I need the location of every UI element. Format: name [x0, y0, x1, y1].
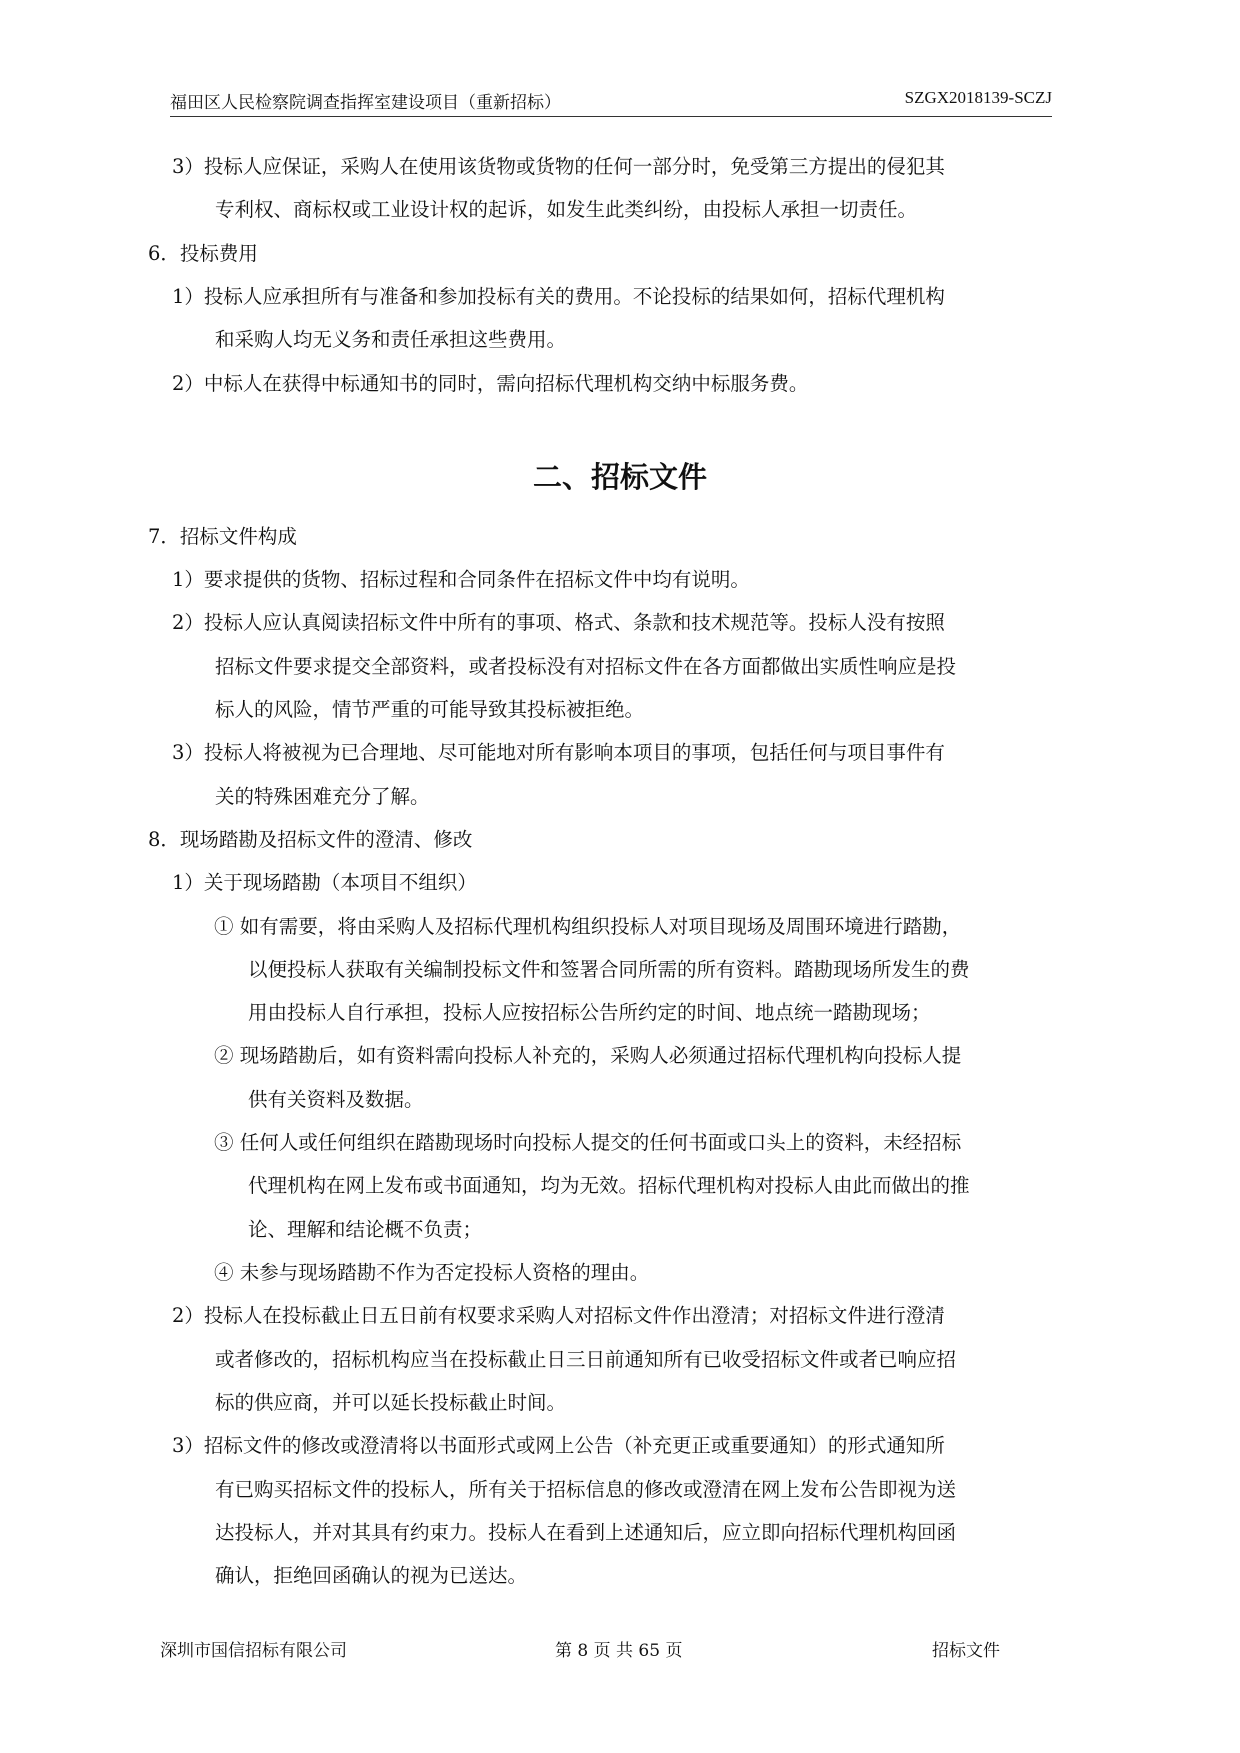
paragraph: 关的特殊困难充分了解。 — [215, 785, 430, 808]
paragraph: 标人的风险，情节严重的可能导致其投标被拒绝。 — [215, 698, 645, 721]
paragraph: 专利权、商标权或工业设计权的起诉，如发生此类纠纷，由投标人承担一切责任。 — [215, 198, 918, 221]
section-heading: 7．招标文件构成 — [148, 525, 297, 548]
project-code: SZGX2018139-SCZJ — [904, 88, 1052, 107]
footer-company: 深圳市国信招标有限公司 — [160, 1641, 347, 1661]
section-heading: 8．现场踏勘及招标文件的澄清、修改 — [148, 828, 473, 851]
list-item: ② 现场踏勘后，如有资料需向投标人补充的，采购人必须通过招标代理机构向投标人提 — [214, 1044, 962, 1067]
paragraph: 达投标人，并对其具有约束力。投标人在看到上述通知后，应立即向招标代理机构回函 — [215, 1521, 957, 1544]
list-item: ③ 任何人或任何组织在踏勘现场时向投标人提交的任何书面或口头上的资料，未经招标 — [214, 1131, 962, 1154]
page-number: 第 8 页 共 65 页 — [555, 1641, 683, 1661]
list-item: ① 如有需要，将由采购人及招标代理机构组织投标人对项目现场及周围环境进行踏勘， — [214, 915, 962, 938]
paragraph: 1）关于现场踏勘（本项目不组织） — [172, 871, 477, 894]
paragraph: 或者修改的，招标机构应当在投标截止日三日前通知所有已收受招标文件或者已响应招 — [215, 1348, 957, 1371]
paragraph: 3）投标人应保证，采购人在使用该货物或货物的任何一部分时，免受第三方提出的侵犯其 — [172, 155, 945, 178]
section-heading: 6．投标费用 — [148, 242, 258, 265]
footer-doc-type: 招标文件 — [932, 1641, 1000, 1661]
paragraph: 有已购买招标文件的投标人，所有关于招标信息的修改或澄清在网上发布公告即视为送 — [215, 1478, 957, 1501]
paragraph: 2）中标人在获得中标通知书的同时，需向招标代理机构交纳中标服务费。 — [172, 372, 809, 395]
paragraph: 1）投标人应承担所有与准备和参加投标有关的费用。不论投标的结果如何，招标代理机构 — [172, 285, 945, 308]
paragraph: 招标文件要求提交全部资料，或者投标没有对招标文件在各方面都做出实质性响应是投 — [215, 655, 957, 678]
list-item: 论、理解和结论概不负责； — [248, 1218, 483, 1241]
paragraph: 确认，拒绝回函确认的视为已送达。 — [215, 1564, 528, 1587]
chapter-title: 二、招标文件 — [532, 460, 707, 494]
paragraph: 3）招标文件的修改或澄清将以书面形式或网上公告（补充更正或重要通知）的形式通知所 — [172, 1434, 945, 1457]
page-footer — [160, 1636, 1020, 1660]
paragraph: 3）投标人将被视为已合理地、尽可能地对所有影响本项目的事项，包括任何与项目事件有 — [172, 741, 945, 764]
list-item: ④ 未参与现场踏勘不作为否定投标人资格的理由。 — [214, 1261, 650, 1284]
list-item: 代理机构在网上发布或书面通知，均为无效。招标代理机构对投标人由此而做出的推 — [248, 1174, 970, 1197]
paragraph: 2）投标人应认真阅读招标文件中所有的事项、格式、条款和技术规范等。投标人没有按照 — [172, 611, 945, 634]
list-item: 以便投标人获取有关编制投标文件和签署合同所需的所有资料。踏勘现场所发生的费 — [248, 958, 970, 981]
paragraph: 1）要求提供的货物、招标过程和合同条件在招标文件中均有说明。 — [172, 568, 750, 591]
paragraph: 标的供应商，并可以延长投标截止时间。 — [215, 1391, 567, 1414]
project-title: 福田区人民检察院调查指挥室建设项目（重新招标） — [170, 93, 561, 113]
page-header — [170, 88, 1052, 117]
paragraph: 和采购人均无义务和责任承担这些费用。 — [215, 328, 567, 351]
list-item: 供有关资料及数据。 — [248, 1088, 424, 1111]
paragraph: 2）投标人在投标截止日五日前有权要求采购人对招标文件作出澄清；对招标文件进行澄清 — [172, 1304, 945, 1327]
list-item: 用由投标人自行承担，投标人应按招标公告所约定的时间、地点统一踏勘现场； — [248, 1001, 931, 1024]
